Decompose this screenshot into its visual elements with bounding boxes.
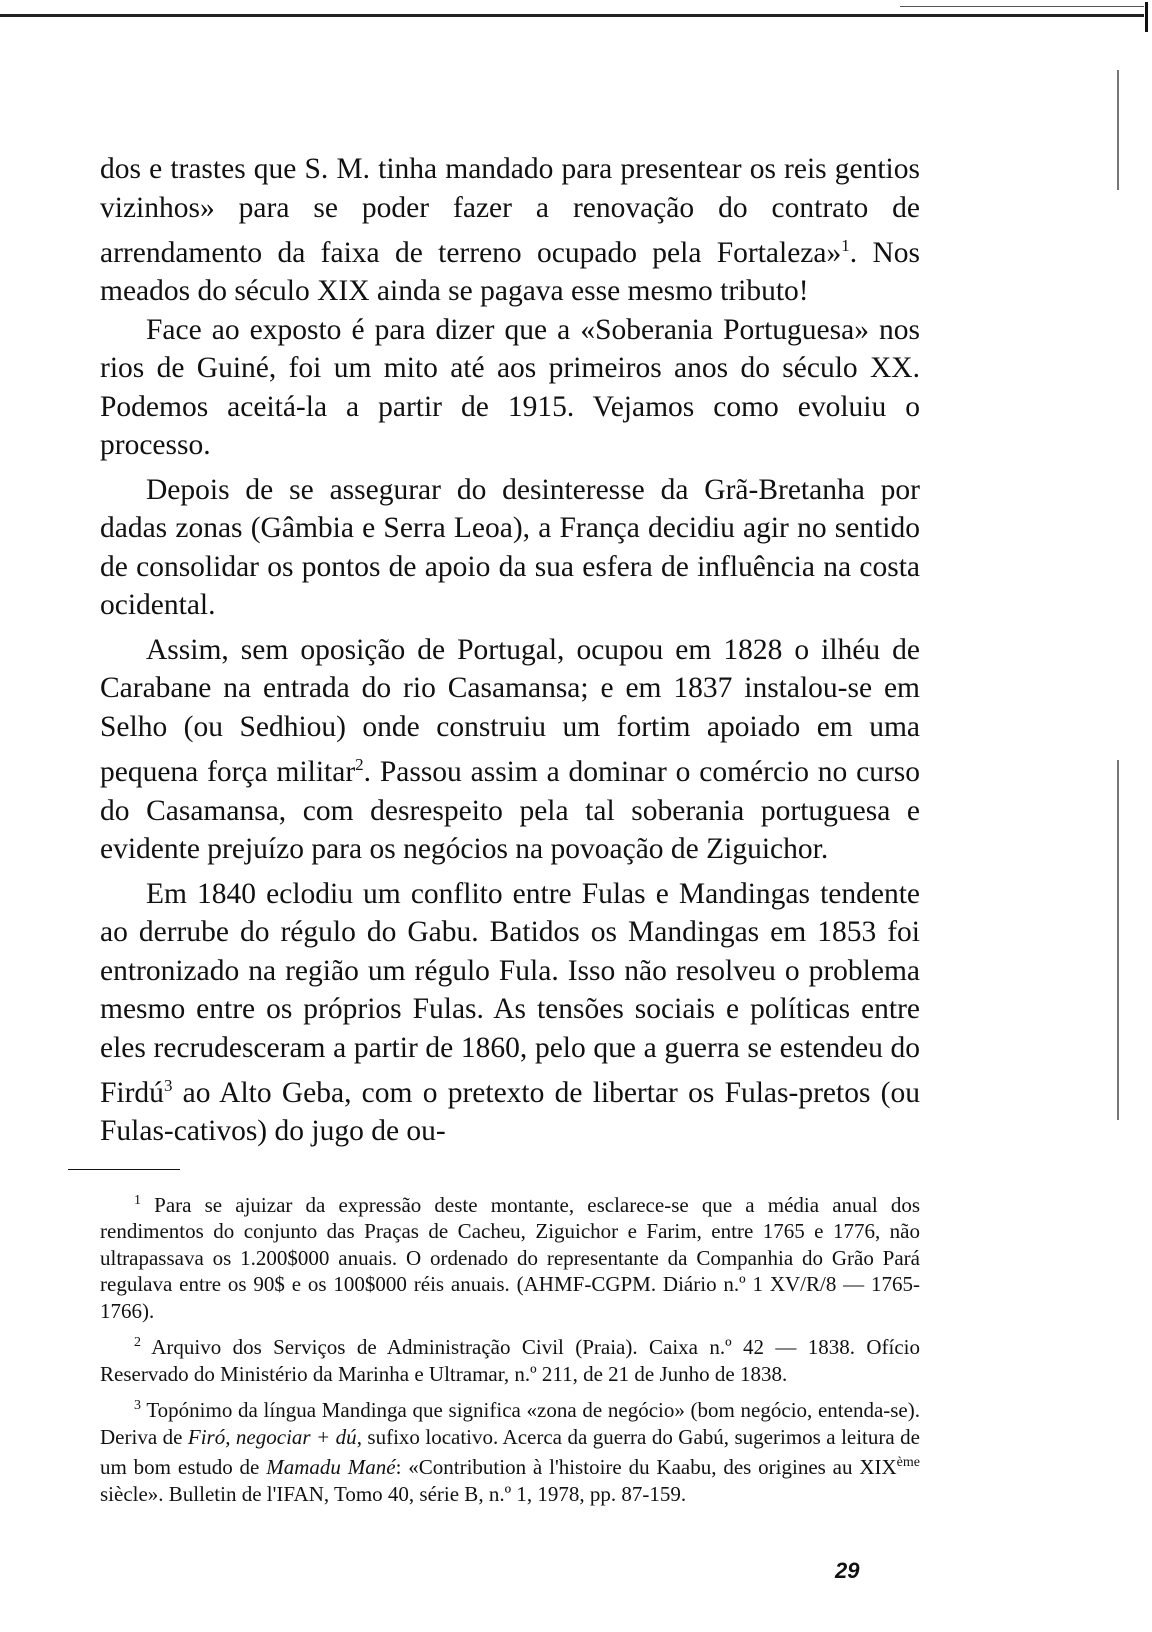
- footnote: $^3$ Topónimo da língua Mandinga que significa «zona de negócio» (bom negócio, entenda-se). Deriva de Firó, negociar + dú, sufixo locativo. Acerca da guerra do Gabú, sugerimos a leitura de um bom estudo de Mamadu Mané: «Contribution à l'histoire du Kaabu, des origines au XIXème siècle». Bulletin de l'IFAN, Tomo 40, série B, n.º 1, 1978, pp. 87-159.: [100, 1398, 920, 1506]
- paragraph: dos e trastes que S. M. tinha mandado para presentear os reis gentios vizinhos» para se poder fazer a renovação do contrato de arrendamento da faixa de terreno ocupado pela Fortaleza»$^1$. Nos meados do século XIX ainda se pagava esse mesmo tributo!: [100, 153, 920, 308]
- margin-scratch: [1117, 760, 1119, 1120]
- footnotes: [100, 1188, 920, 1508]
- top-rule-thin: [900, 6, 1144, 7]
- footnote-ref[interactable]: 3: [163, 1076, 173, 1096]
- footnote-divider: [68, 1169, 180, 1170]
- page-content: [100, 150, 920, 1513]
- body-text: [100, 150, 920, 1151]
- paragraph: Em 1840 eclodiu um conflito entre Fulas e Mandingas tendente ao derrube do régulo do Gabu. Batidos os Mandingas em 1853 foi entronizado na região um régulo Fula. Isso não resolveu o problema mesmo entre os próprios Fulas. As tensões sociais e políticas entre eles recrudesceram a partir de 1860, pelo que a guerra se estendeu do Firdú$^3$ ao Alto Geba, com o pretexto de libertar os Fulas-pretos (ou Fulas-cativos) do jugo de ou-: [100, 877, 920, 1148]
- footnote: $^1$ Para se ajuizar da expressão deste montante, esclarece-se que a média anual dos rendimentos do conjunto das Praças de Cacheu, Ziguichor e Farim, entre 1765 e 1776, não ultrapassava os 1.200$000 anuais. O ordenado do representante da Companhia do Grão Pará regulava entre os 90$ e os 100$000 réis anuais. (AHMF-CGPM. Diário n.º 1 XV/R/8 — 1765-1766).: [100, 1192, 921, 1323]
- paragraph: Assim, sem oposição de Portugal, ocupou em 1828 o ilhéu de Carabane na entrada do rio Casamansa; e em 1837 instalou-se em Selho (ou Sedhiou) onde construiu um fortim apoiado em uma pequena força militar$^2$. Passou assim a dominar o comércio no curso do Casamansa, com desrespeito pela tal soberania portuguesa e evidente prejuízo para os negócios na povoação de Ziguichor.: [100, 633, 921, 866]
- footnote: $^2$ Arquivo dos Serviços de Administração Civil (Praia). Caixa n.º 42 — 1838. Ofício Reservado do Ministério da Marinha e Ultramar, n.º 211, de 21 de Junho de 1838.: [100, 1335, 920, 1386]
- page-number: 29: [835, 1558, 860, 1583]
- margin-scratch: [1117, 70, 1119, 190]
- footnote-ref[interactable]: 2: [355, 755, 364, 775]
- top-rule: [0, 14, 1144, 17]
- footnote-ref[interactable]: 1: [841, 236, 850, 255]
- corner-mark: [1131, 2, 1148, 32]
- paragraph: Depois de se assegurar do desinteresse da Grã-Bretanha por dadas zonas (Gâmbia e Serra Leoa), a França decidiu agir no sentido de consolidar os pontos de apoio da sua esfera de influência na costa ocidental.: [100, 473, 920, 622]
- paragraph: Face ao exposto é para dizer que a «Soberania Portuguesa» nos rios de Guiné, foi um mito até aos primeiros anos do século XX. Podemos aceitá-la a partir de 1915. Vejamos como evoluiu o processo.: [100, 313, 920, 462]
